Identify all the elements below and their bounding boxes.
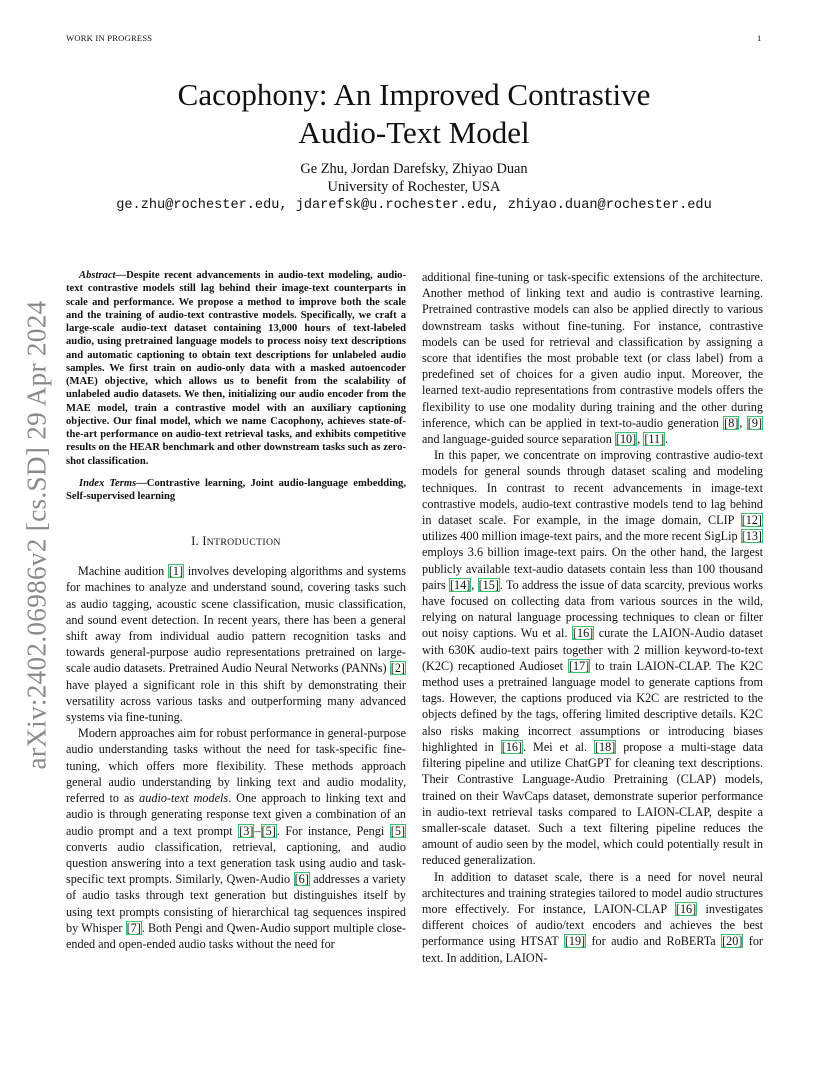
page-number: 1 [757,33,762,43]
citation-link[interactable]: [11] [644,432,665,447]
citation-link[interactable]: [14] [449,577,471,592]
index-terms [66,477,406,504]
authors: Ge Zhu, Jordan Darefsky, Zhiyao Duan [300,161,528,177]
citation-link[interactable]: [13] [741,529,762,544]
paragraph-2: Modern approaches aim for robust performance in general-purpose audio understanding tasks without the need for task-specific fine-tuning, which offers more flexibility. These methods approach general audio understanding by linking text and audio modality, referred to as audio-text models. One approach to linking text and audio is through generating response text given a combination of an audio prompt and a text prompt [3]–[5]. For instance, Pengi [5] converts audio classification, retrieval, captioning, and audio question answering into a text generation task using audio and task-specific text prompts. Similarly, Qwen-Audio [6] addresses a variety of audio tasks through text generation but distinguishes itself by using text prompts consisting of hierarchical tag sequences inspired by Whisper [7]. Both Pengi and Qwen-Audio support multiple close-ended and open-ended audio tasks without the need for [66,726,407,951]
paragraph-1: Machine audition [1] involves developing algorithms and systems for machines to analyze and understand sound, covering tasks such as audio tagging, acoustic scene classification, music classification, and sound event detection. In recent years, there has been a general shift away from individual audio pattern recognition tasks and towards general-purpose audio representations pretrained on large-scale audio datasets. Pretrained Audio Neural Networks (PANNs) [2] have played a significant role in this shift by demonstrating their versatility across various tasks and outperforming many advanced systems via fine-tuning. [66,564,406,725]
citation-link[interactable]: [18] [594,739,616,754]
left-column [66,269,406,952]
title-line-1: Cacophony: An Improved Contrastive [177,77,651,112]
arxiv-identifier: arXiv:2402.06986v2 [cs.SD] 29 Apr 2024 [21,300,52,770]
index-terms-heading: Index Terms [79,477,137,489]
citation-link[interactable]: [5] [261,823,276,838]
citation-link[interactable]: [16] [501,739,523,754]
paragraph-5: In addition to dataset scale, there is a need for novel neural architectures and training strategies tailored to model audio structures more effectively. For instance, LAION-CLAP [16] investigates different choices of audio/text encoders and achieves the best performance using HTSAT [19] for audio and RoBERTa [20] for text. In addition, LAION- [422,869,763,965]
index-terms-text: —Contrastive learning, Joint audio-language embedding, Self-supervised learning [66,477,406,502]
citation-link[interactable]: [12] [741,513,762,528]
citation-link[interactable]: [15] [478,577,499,592]
abstract-text: —Despite recent advancements in audio-text modeling, audio-text contrastive models still lag behind their image-text counterparts in scale and performance. We propose a method to improve both the scale and the training of audio-text contrastive models. Specifically, we craft a large-scale audio-text dataset containing 13,000 hours of text-labeled audio, using pretrained language models to process noisy text descriptions and automatic captioning to obtain text descriptions for unlabeled audio samples. We first train on audio-only data with a masked autoencoder (MAE) objective, which allows us to benefit from the scalability of unlabeled audio datasets. We then, initializing our audio encoder from the MAE model, train a contrastive model with an auxiliary captioning objective. Our final model, which we name Cacophony, achieves state-of-the-art performance on audio-text retrieval tasks, and exhibits competitive results on the HEAR benchmark and other downstream tasks such as zero-shot classification. [66,270,406,467]
citation-link[interactable]: [5] [390,823,406,838]
citation-link[interactable]: [16] [572,626,594,641]
abstract-heading: Abstract [79,270,116,281]
citation-link[interactable]: [8] [724,415,739,430]
citation-link[interactable]: [3] [239,823,254,838]
citation-link[interactable]: [10] [615,432,637,447]
citation-link[interactable]: [2] [390,661,405,676]
affiliation: University of Rochester, USA [327,179,501,195]
paragraph-3: additional fine-tuning or task-specific extensions of the architecture. Another method of linking text and audio is contrastive learning. Pretrained contrastive models can also be applied directly to various downstream tasks without fine-tuning. For instance, contrastive models can be used for retrieval and classification by assigning a score that identifies the most probable text (or class label) from a predefined set of choices for a given audio input. Moreover, the learned text-audio representations from contrastive models offers the flexibility to use one modality during training and the other during inference, which can be applied in text-to-audio generation [8], [9] and language-guided source separation [10], [11]. [422,270,763,447]
paragraph-4: In this paper, we concentrate on improving contrastive audio-text models for general sounds through dataset scaling and modeling techniques. In contrast to recent advancements in image-text contrastive models, audio-text contrastive models tend to lag behind in dataset scale. For example, in the image domain, CLIP [12] utilizes 400 million image-text pairs, and the more recent SigLip [13] employs 3.6 billion image-text pairs. On the other hand, the largest publicly available text-audio datasets contain less than 100 thousand pairs [14], [15]. To address the issue of data scarcity, previous works have focused on collecting data from various sources in the wild, relying on natural language processing techniques to clean or filter out noisy captions. Wu et al. [16] curate the LAION-Audio dataset with 630K audio-text pairs together with 2 million keyword-to-text (K2C) recaptioned Audioset [17] to train LAION-CLAP. The K2C method uses a pretrained language model to generate captions from tags. However, the captions produced via K2C are restricted to the objects defined by the tags, offering limited descriptive details. K2C also risks making incorrect assumptions or introducing biases highlighted in [16]. Mei et al. [18] propose a multi-stage data filtering pipeline and utilize ChatGPT for cleaning text descriptions. Their Contrastive Language-Audio Pretraining (CLAP) models, trained on their WavCaps dataset, demonstrate superior performance in audio-text retrieval tasks compared to LAION-CLAP, despite a smaller-scale dataset. Such a text filtering pipeline reduces the amount of audio seen by the model, which could potentially result in reduced generalization. [422,448,763,868]
abstract [66,269,406,468]
citation-link[interactable]: [1] [168,564,184,579]
paper-title [60,76,768,152]
citation-link[interactable]: [17] [568,658,590,673]
right-column [422,269,763,966]
section-heading-introduction: I. INTRODUCTION [191,534,281,549]
running-head: WORK IN PROGRESS [66,33,153,43]
title-line-2: Audio-Text Model [298,115,530,150]
citation-link[interactable]: [16] [675,901,697,916]
citation-link[interactable]: [7] [126,920,141,935]
citation-link[interactable]: [9] [747,415,763,430]
author-emails: ge.zhu@rochester.edu, jdarefsk@u.rochester.edu, zhiyao.duan@rochester.edu [116,198,712,213]
citation-link[interactable]: [20] [722,934,743,949]
citation-link[interactable]: [6] [294,872,309,887]
citation-link[interactable]: [19] [564,934,586,949]
